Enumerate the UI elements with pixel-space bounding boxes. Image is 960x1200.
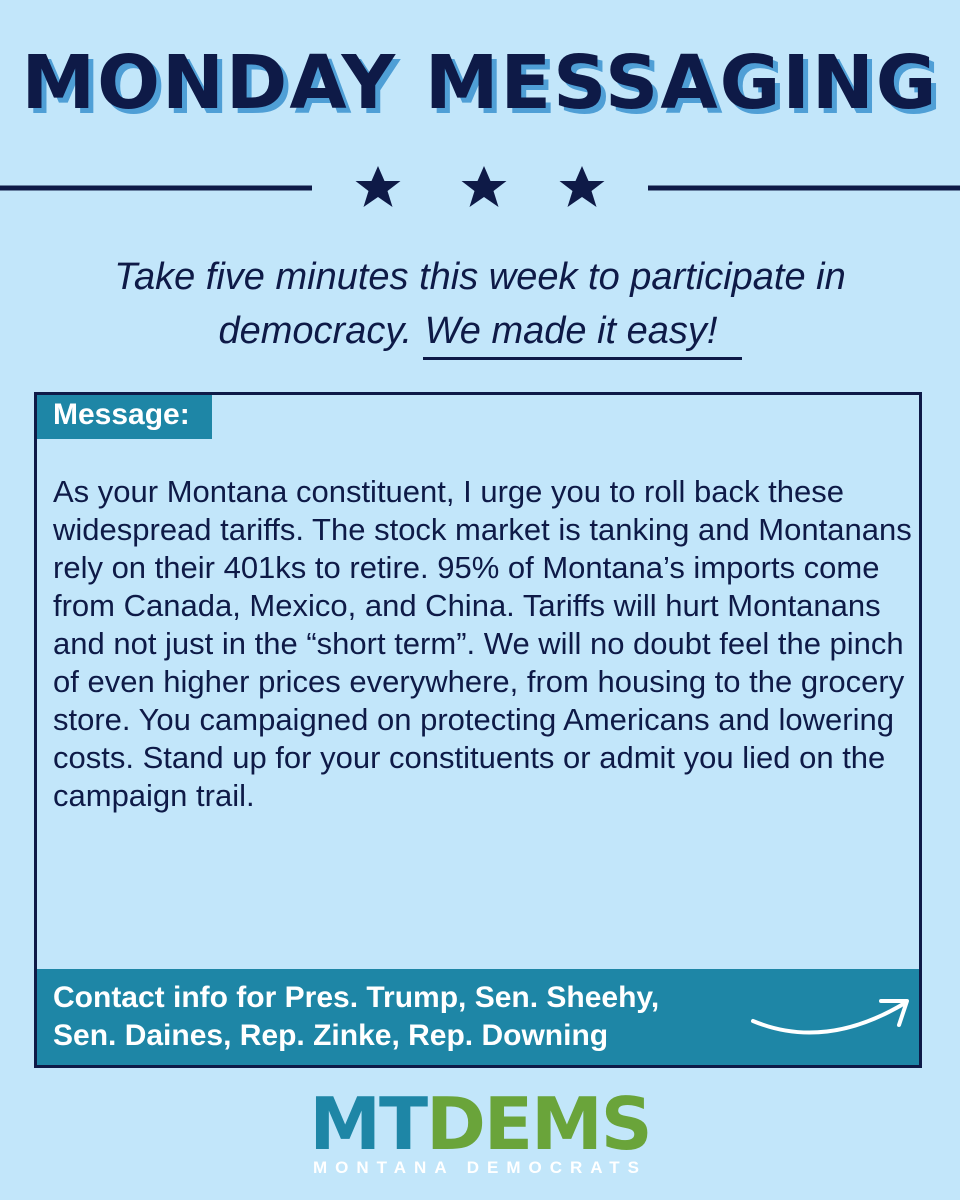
tagline-prefix: democracy. xyxy=(218,310,423,352)
contact-line-1: Contact info for Pres. Trump, Sen. Sheehy, xyxy=(53,981,660,1014)
tagline xyxy=(0,250,960,360)
star-divider xyxy=(0,160,960,220)
mtdems-logo xyxy=(285,1082,675,1183)
message-body: As your Montana constituent, I urge you to roll back these widespread tariffs. The stock market is tanking and Montanans rely on their 401ks to retire. 95% of Montana’s imports come from Canada, Mexico, and China. Tariffs will hurt Montanans and not just in the “short term”. We will no doubt feel the pinch of even higher prices everywhere, from housing to the grocery store. You campaigned on protecting Americans and lowering costs. Stand up for your constituents or admit you lied on the campaign trail. xyxy=(53,474,912,813)
star-icon xyxy=(356,166,401,207)
easy-link[interactable]: We made it easy! xyxy=(423,311,742,360)
logo-dems: DEMS xyxy=(426,1082,651,1166)
contact-bar[interactable] xyxy=(37,969,919,1065)
tagline-line-2 xyxy=(0,304,960,360)
star-icon xyxy=(462,166,507,207)
message-box xyxy=(34,392,922,1068)
contact-line-2: Sen. Daines, Rep. Zinke, Rep. Downing xyxy=(53,1019,609,1052)
message-label: Message: xyxy=(37,395,212,439)
logo-mt: MT xyxy=(309,1082,427,1166)
arrow-icon xyxy=(745,991,915,1051)
star-icon xyxy=(560,166,605,207)
logo-wordmark xyxy=(285,1082,675,1166)
logo-subtitle: MONTANA DEMOCRATS xyxy=(313,1158,647,1177)
page-title: MONDAY MESSAGING xyxy=(21,40,939,126)
contact-text xyxy=(53,979,733,1055)
tagline-line-1: Take five minutes this week to participate in xyxy=(114,256,846,298)
